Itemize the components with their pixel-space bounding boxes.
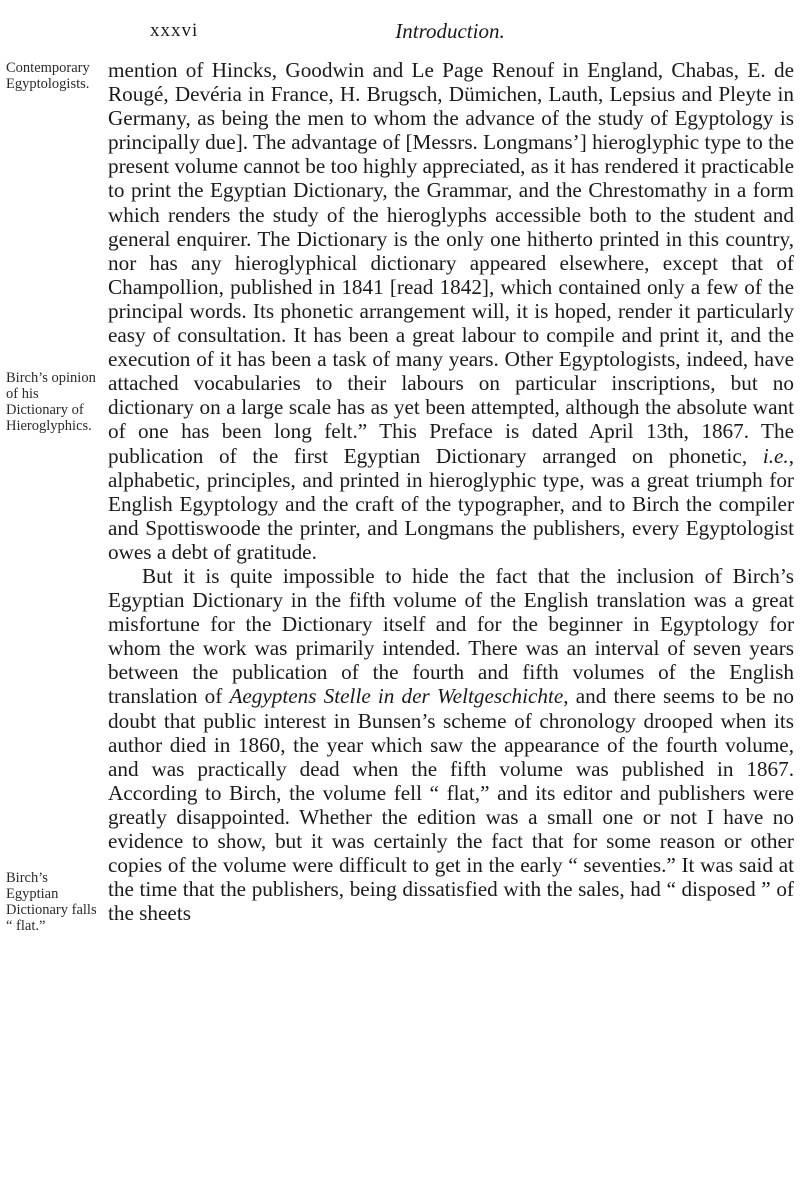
text-segment-italic: Aegyptens Stelle in der Weltgeschichte [229, 684, 564, 709]
margin-note-dictionary-falls-flat: Birch’s Egyptian Dictionary falls “ flat.” [6, 870, 97, 934]
text-segment-italic: i.e. [762, 443, 789, 468]
paragraph-inclusion-misfortune [108, 564, 794, 925]
text-segment: But it is quite impossible to hide the fact that the inclusion of Birch’s Egyptian Dictionary in the fifth volume of the English translation was a great misfortune for the Dictionary itself and for the beginner in Egyptology for whom the work was primarily intended. There was an interval of seven years between the publication of the fourth and fifth volumes of the English translation of [108, 563, 794, 709]
paragraph-preface-quote [108, 58, 794, 564]
running-title: Introduction. [395, 19, 505, 43]
page-number: xxxvi [150, 20, 199, 41]
text-segment: , alphabetic, principles, and printed in hieroglyphic type, was a great triumph for English Egyptology and the craft of the typographer, and to Birch the compiler and Spottiswoode the printer, and Longmans the publishers, every Egyptologist owes a debt of gratitude. [108, 443, 794, 564]
text-segment: mention of Hincks, Goodwin and Le Page Renouf in England, Chabas, E. de Rougé, Devéria in France, H. Brugsch, Dümichen, Lauth, Lepsius and Pleyte in Germany, as being the men to whom the advance of the study of Egyptology is principally due]. The advantage of [Messrs. Longmans’] hieroglyphic type to the present volume cannot be too highly appreciated, as it has rendered it practicable to print the Egyptian Dictionary, the Grammar, and the Chrestomathy in a form which renders the study of the hieroglyphs accessible both to the student and general enquirer. The Dictionary is the only one hitherto printed in this country, nor has any hieroglyphical dictionary appeared elsewhere, except that of Champollion, published in 1841 [read 1842], which contained only a few of the principal words. Its phonetic arrangement will, it is hoped, render it particularly easy of consultation. It has been a great labour to compile and print it, and the execution of it has been a task of many years. Other Egyptologists, indeed, have attached vocabularies to their labours on particular inscriptions, but no dictionary on a large scale has as yet been attempted, although the absolute want of one has been long felt.” This Preface is dated April 13th, 1867. The publication of the first Egyptian Dictionary arranged on phonetic, [108, 58, 794, 468]
text-segment: , and there seems to be no doubt that public interest in Bunsen’s scheme of chronology drooped when its author died in 1860, the year which saw the appearance of the fourth volume, and was practically dead when the fifth volume was published in 1867. According to Birch, the volume fell “ flat,” and its editor and publishers were greatly disappointed. Whether the edition was a small one or not I have no evidence to show, but it was certainly the fact that for some reason or other copies of the volume were difficult to get in the early “ seventies.” It was said at the time that the publishers, being dissatisfied with the sales, had “ disposed ” of the sheets [108, 684, 794, 926]
margin-note-birch-opinion: Birch’s opinion of his Dictionary of Hieroglyphics. [6, 370, 96, 434]
body-text [108, 58, 794, 925]
margin-note-contemporary-egyptologists: Contemporary Egyptologists. [6, 60, 90, 92]
running-head [150, 14, 710, 48]
